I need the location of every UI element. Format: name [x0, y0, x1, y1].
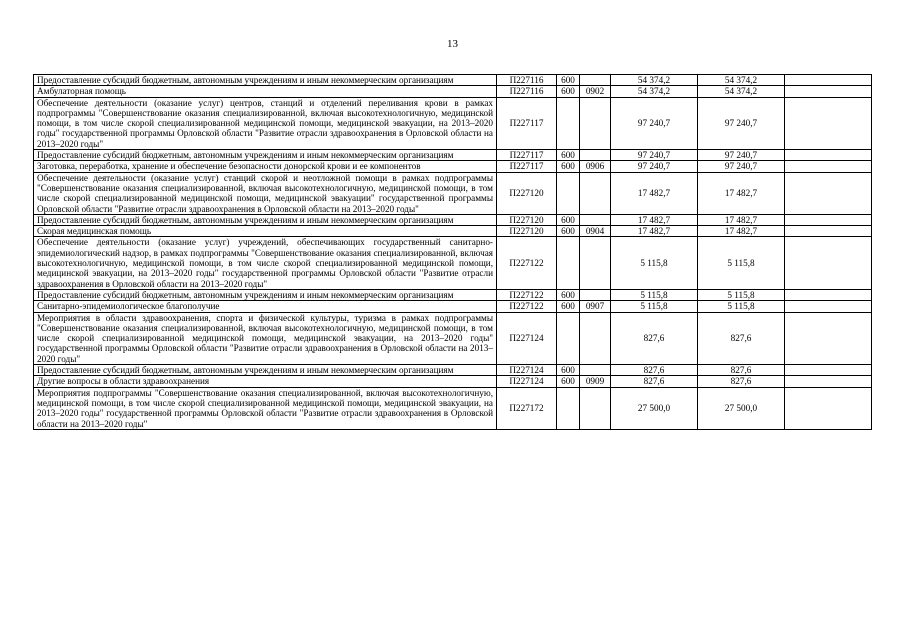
row-section [580, 312, 611, 364]
row-section [580, 150, 611, 161]
page-number: 13 [447, 38, 458, 50]
row-description: Предоставление субсидий бюджетным, автономным учреждениям и иным некоммерческим организациям [34, 150, 497, 161]
row-amount-1: 54 374,2 [611, 75, 698, 86]
row-description: Мероприятия подпрограммы "Совершенствование оказания специализированной, включая высокотехнологичную, медицинской помощи, в том числе скорой специализированной медицинской помощи, медицинской эвакуации, на 2013–2020 годы" государственной программы Орловской области "Развитие отрасли здравоохранения в Орловской области на 2013–2020 годы" [34, 387, 497, 429]
row-code: П227116 [497, 86, 557, 97]
row-expense-type: 600 [557, 150, 580, 161]
row-amount-3 [785, 150, 872, 161]
row-description: Предоставление субсидий бюджетным, автономным учреждениям и иным некоммерческим организациям [34, 214, 497, 225]
row-amount-3 [785, 97, 872, 149]
row-amount-1: 827,6 [611, 376, 698, 387]
row-code: П227117 [497, 97, 557, 149]
row-amount-3 [785, 75, 872, 86]
row-expense-type: 600 [557, 365, 580, 376]
row-amount-3 [785, 86, 872, 97]
row-amount-1: 5 115,8 [611, 301, 698, 312]
row-amount-1: 97 240,7 [611, 161, 698, 172]
row-amount-2: 827,6 [698, 312, 785, 364]
row-expense-type: 600 [557, 214, 580, 225]
row-expense-type: 600 [557, 86, 580, 97]
row-expense-type [557, 387, 580, 429]
row-amount-3 [785, 301, 872, 312]
row-amount-2: 827,6 [698, 365, 785, 376]
row-amount-1: 17 482,7 [611, 172, 698, 214]
row-description: Обеспечение деятельности (оказание услуг) станций скорой и неотложной помощи в рамках подпрограммы "Совершенствование оказания специализированной, включая высокотехнологичную, медицинской помощи, в том числе скорой специализированной медицинской помощи, медицинской эвакуации" государственной программы Орловской области "Развитие отрасли здравоохранения в Орловской области на 2013–2020 годы" [34, 172, 497, 214]
row-code: П227122 [497, 237, 557, 289]
row-amount-3 [785, 376, 872, 387]
row-amount-3 [785, 289, 872, 300]
row-amount-1: 27 500,0 [611, 387, 698, 429]
row-amount-3 [785, 365, 872, 376]
row-expense-type: 600 [557, 226, 580, 237]
row-amount-2: 17 482,7 [698, 172, 785, 214]
row-code: П227124 [497, 376, 557, 387]
table-row [34, 214, 872, 225]
row-description: Предоставление субсидий бюджетным, автономным учреждениям и иным некоммерческим организациям [34, 365, 497, 376]
row-amount-2: 5 115,8 [698, 289, 785, 300]
row-code: П227116 [497, 75, 557, 86]
row-amount-1: 827,6 [611, 365, 698, 376]
row-description: Скорая медицинская помощь [34, 226, 497, 237]
row-code: П227120 [497, 172, 557, 214]
row-code: П227117 [497, 161, 557, 172]
table-row [34, 365, 872, 376]
row-code: П227124 [497, 312, 557, 364]
table-row [34, 289, 872, 300]
row-description: Предоставление субсидий бюджетным, автономным учреждениям и иным некоммерческим организациям [34, 75, 497, 86]
row-amount-1: 827,6 [611, 312, 698, 364]
row-code: П227172 [497, 387, 557, 429]
row-amount-1: 17 482,7 [611, 226, 698, 237]
table-row [34, 237, 872, 289]
row-description: Обеспечение деятельности (оказание услуг) центров, станций и отделений переливания крови в рамках подпрограммы "Совершенствование оказания специализированной, включая высокотехнологичную, медицинской помощи, в том числе скорой специализированной медицинской помощи, медицинской эвакуации, на 2013–2020 годы" государственной программы Орловской области "Развитие отрасли здравоохранения в Орловской области на 2013–2020 годы" [34, 97, 497, 149]
row-section: 0906 [580, 161, 611, 172]
row-code: П227122 [497, 301, 557, 312]
table-row [34, 150, 872, 161]
row-section [580, 387, 611, 429]
row-amount-1: 97 240,7 [611, 150, 698, 161]
row-section: 0909 [580, 376, 611, 387]
row-section [580, 289, 611, 300]
row-expense-type [557, 97, 580, 149]
row-section: 0907 [580, 301, 611, 312]
row-section [580, 237, 611, 289]
row-description: Обеспечение деятельности (оказание услуг) учреждений, обеспечивающих государственный санитарно-эпидемиологический надзор, в рамках подпрограммы "Совершенствование оказания специализированной, включая высокотехнологичную, медицинской помощи, в том числе скорой специализированной медицинской помощи, медицинской эвакуации, на 2013–2020 годы" государственной программы Орловской области "Развитие отрасли здравоохранения в Орловской области на 2013–2020 годы" [34, 237, 497, 289]
row-amount-3 [785, 387, 872, 429]
row-amount-1: 54 374,2 [611, 86, 698, 97]
row-expense-type [557, 312, 580, 364]
row-description: Предоставление субсидий бюджетным, автономным учреждениям и иным некоммерческим организациям [34, 289, 497, 300]
table-row [34, 97, 872, 149]
row-section: 0904 [580, 226, 611, 237]
table-row [34, 376, 872, 387]
row-expense-type [557, 172, 580, 214]
row-section [580, 75, 611, 86]
table-row [34, 75, 872, 86]
table-row [34, 86, 872, 97]
row-description: Заготовка, переработка, хранение и обеспечение безопасности донорской крови и ее компонентов [34, 161, 497, 172]
row-code: П227117 [497, 150, 557, 161]
table-row [34, 226, 872, 237]
row-amount-2: 27 500,0 [698, 387, 785, 429]
row-amount-1: 17 482,7 [611, 214, 698, 225]
row-section [580, 172, 611, 214]
row-amount-2: 827,6 [698, 376, 785, 387]
row-amount-2: 17 482,7 [698, 226, 785, 237]
row-description: Другие вопросы в области здравоохранения [34, 376, 497, 387]
table-row [34, 312, 872, 364]
row-code: П227120 [497, 214, 557, 225]
row-amount-2: 5 115,8 [698, 301, 785, 312]
row-expense-type: 600 [557, 289, 580, 300]
row-section [580, 97, 611, 149]
row-description: Мероприятия в области здравоохранения, спорта и физической культуры, туризма в рамках подпрограммы "Совершенствование оказания специализированной, включая высокотехнологичную, медицинской помощи, в том числе скорой специализированной медицинской помощи, медицинской эвакуации, на 2013–2020 годы" государственной программы Орловской области "Развитие отрасли здравоохранения в Орловской области на 2013–2020 годы" [34, 312, 497, 364]
row-section: 0902 [580, 86, 611, 97]
budget-table [33, 74, 872, 430]
row-amount-2: 54 374,2 [698, 75, 785, 86]
row-section [580, 365, 611, 376]
row-expense-type: 600 [557, 161, 580, 172]
row-expense-type [557, 237, 580, 289]
table-row [34, 301, 872, 312]
table-row [34, 387, 872, 429]
row-amount-2: 5 115,8 [698, 237, 785, 289]
table-row [34, 161, 872, 172]
row-amount-1: 5 115,8 [611, 289, 698, 300]
row-amount-2: 54 374,2 [698, 86, 785, 97]
row-amount-3 [785, 172, 872, 214]
row-amount-1: 97 240,7 [611, 97, 698, 149]
row-amount-3 [785, 226, 872, 237]
row-code: П227122 [497, 289, 557, 300]
row-amount-3 [785, 214, 872, 225]
table-row [34, 172, 872, 214]
row-amount-2: 17 482,7 [698, 214, 785, 225]
row-amount-3 [785, 312, 872, 364]
row-amount-2: 97 240,7 [698, 150, 785, 161]
table-body [34, 75, 872, 430]
row-expense-type: 600 [557, 301, 580, 312]
row-amount-2: 97 240,7 [698, 161, 785, 172]
row-code: П227120 [497, 226, 557, 237]
row-amount-2: 97 240,7 [698, 97, 785, 149]
row-amount-1: 5 115,8 [611, 237, 698, 289]
row-description: Санитарно-эпидемиологическое благополучие [34, 301, 497, 312]
row-code: П227124 [497, 365, 557, 376]
row-amount-3 [785, 237, 872, 289]
row-description: Амбулаторная помощь [34, 86, 497, 97]
row-section [580, 214, 611, 225]
row-expense-type: 600 [557, 75, 580, 86]
row-expense-type: 600 [557, 376, 580, 387]
row-amount-3 [785, 161, 872, 172]
